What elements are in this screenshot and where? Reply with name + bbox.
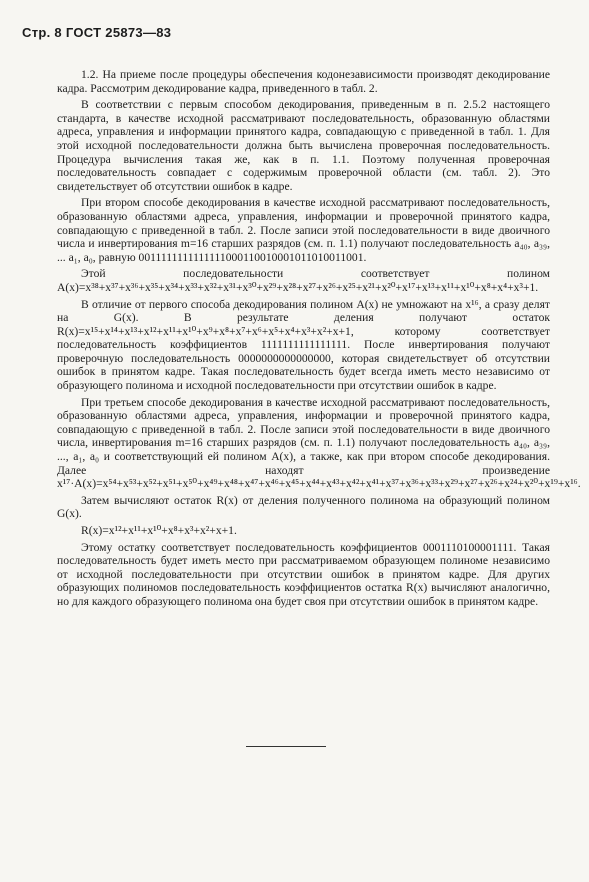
paragraph-division: В отличие от первого способа декодирования полином A(x) не умножают на x¹⁶, а сразу делят на G(x). В результате деления получают остаток R(x)=x¹⁵+x¹⁴+x¹³+x¹²+x¹¹+x¹⁰+x⁹+x⁸+x⁷+x⁶+x⁵+x⁴+x³+x²+x+1, которому соответствует последовательность коэффициентов 1111111111111111. После инвертирования получают проверочную последовательность 0000000000000000, которая свидетельствует об отсутствии ошибок в принятом кадре. Такая последовательность будет всегда иметь место независимо от образующего полинома и исходной последовательности при отсутствии ошибок в кадре. [57,297,550,393]
paragraph-1-2: 1.2. На приеме после процедуры обеспечения кодонезависимости производят декодирование кадра. Рассмотрим декодирование кадра, приведенного в табл. 2. [57,68,550,95]
paragraph-third-method: При третьем способе декодирования в качестве исходной рассматривают последовательность, образованную областями адреса, управления, информации и проверочной принятого кадра, совпадающую с приведенной в табл. 2. После записи этой последовательности в виде двоичного числа, инвертирования m=16 старших разрядов (см. п. 1.1) получают последовательность a₄₀, a₃₉, ..., a₁, a₀ и соответствующий ей полином A(x), а также, как при втором способе декодирования. Далее находят произведение x¹⁷·A(x)=x⁵⁴+x⁵³+x⁵²+x⁵¹+x⁵⁰+x⁴⁹+x⁴⁸+x⁴⁷+x⁴⁶+x⁴⁵+x⁴⁴+x⁴³+x⁴²+x⁴¹+x³⁷+x³⁶+x³³+x²⁹+x²⁷+x²⁶+x²⁴+x²⁰+x¹⁹+x¹⁶. [57,395,581,491]
end-divider [246,746,326,747]
page-header: Стр. 8 ГОСТ 25873—83 [22,25,172,40]
paragraph-polynomial-a: Этой последовательности соответствует полином A(x)=x³⁸+x³⁷+x³⁶+x³⁵+x³⁴+x³³+x³²+x³¹+x³⁰+x²⁹+x²⁸+x²⁷+x²⁶+x²⁵+x²¹+x²⁰+x¹⁷+x¹³+x¹¹+x¹⁰+x⁸+x⁴+x³+1. [57,267,550,294]
equation-remainder: R(x)=x¹²+x¹¹+x¹⁰+x⁸+x³+x²+x+1. [81,524,237,537]
document-body [57,68,581,612]
paragraph-remainder: Затем вычисляют остаток R(x) от деления полученного полинома на образующий полином G(x). [57,493,550,521]
paragraph-second-method: При втором способе декодирования в качестве исходной рассматривают последовательность, образованную областями адреса, управления, информации и проверочной принятого кадра, совпадающую с приведенной в табл. 2. После записи этой последовательности в виде двоичного числа и инвертирования m=16 старших разрядов (см. п. 1.1) получают последовательность a₄₀, a₃₉, ... a₁, a₀, равную 0011111111111111000110010001011010011001. [57,196,550,264]
paragraph-conclusion: Этому остатку соответствует последовательность коэффициентов 0001110100001111. Такая последовательность будет иметь место при рассматриваемом образующем полиноме независимо от исходной последовательности при отсутствии ошибок в принятом кадре. Для других образующих полиномов последовательность коэффициентов остатка R(x) вычисляют аналогично, но для каждого образующего полинома она будет своя при отсутствии ошибок в принятом кадре. [57,540,550,608]
paragraph-first-method: В соответствии с первым способом декодирования, приведенным в п. 2.5.2 настоящего стандарта, в качестве исходной рассматривают последовательность, образованную областями адреса, управления и информации принятого кадра, совпадающую с приведенной в табл. 1. Для этой исходной последовательности должна быть вычислена проверочная последовательность. Процедура вычисления такая же, как в п. 1.1. Поэтому полученная проверочная последовательность совпадает с содержимым проверочной области (см. табл. 2). Это свидетельствует об отсутствии ошибок в кадре. [57,98,550,193]
